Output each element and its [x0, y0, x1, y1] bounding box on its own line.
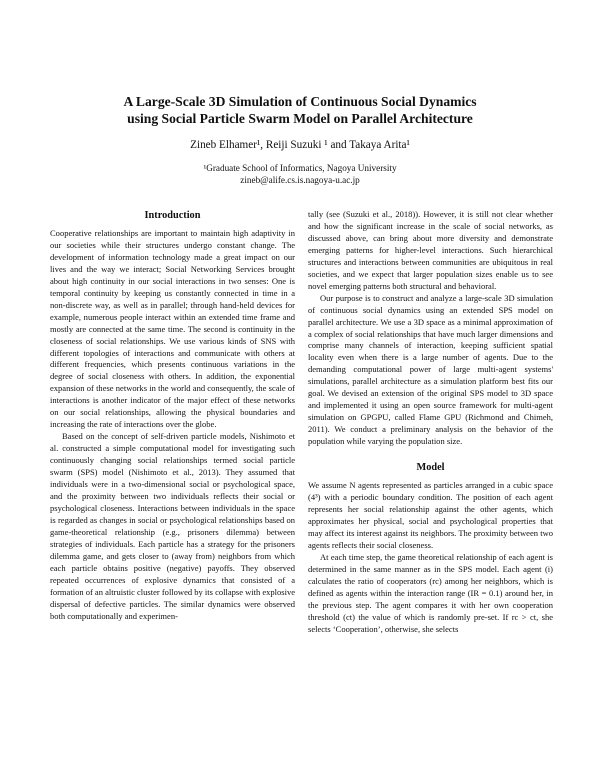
paper-title: [0, 93, 600, 127]
email: zineb@alife.cs.is.nagoya-u.ac.jp: [240, 175, 360, 185]
intro-paragraph-3: Our purpose is to construct and analyze a large-scale 3D simulation of continuous social dynamics using an extended SPS model on parallel architecture. We use a 3D space as a minimal approximation of a complex of social relationships that have much larger dimensions and comprise many channels of interaction, keeping sufficient spatial locality even when there is a large number of agents. Due to the demanding computational power of large multi-agent systems' simulations, parallel architecture as a simulation platform best fits our goal. We devised an extension of the original SPS model to 3D space and implemented it using an open source framework for multi-agent simulation on GPGPU, called Flame GPU (Richmond and Chimeh, 2011). We conduct a preliminary analysis on the behavior of the population while varying the population size.: [308, 292, 553, 447]
affiliation-block: [0, 162, 600, 186]
left-column: [50, 209, 295, 622]
intro-paragraph-continued: tally (see (Suzuki et al., 2018)). However, it is still not clear whether and how the significant increase in the scale of social networks, as discussed above, can bring about more diversity and demonstrate emerging patterns for higher-level interactions. Such hierarchical structures and interactions between communities are ubiquitous in real societies, and we expect that larger population sizes enable us to see novel emerging patterns both structural and behavioral.: [308, 209, 553, 291]
title-line-1: A Large-Scale 3D Simulation of Continuous Social Dynamics: [123, 94, 477, 109]
authors: Zineb Elhamer¹, Reiji Suzuki ¹ and Takaya Arita¹: [190, 139, 410, 151]
model-paragraph-1: We assume N agents represented as particles arranged in a cubic space (4³) with a periodic boundary condition. The position of each agent represents her social relationship against the other agents, which approximates her physical, social and psychological properties that may affect its interest against its neighbors. The proximity between two agents reflects their social closeness.: [308, 480, 553, 550]
intro-paragraph-1: Cooperative relationships are important to maintain high adaptivity in our societies while their structures undergo constant change. The development of information technology made a great impact on our lives and the way we interact; Social Networking Services brought about high continuity in our social interactions in two senses: One is temporal continuity by keeping us constantly connected in time in a non-discrete way, as well as in parallel; through hand-held devices for example, numerous people interact within an extended time frame and mostly are connected at the same time. The second is continuity in the closeness of social relationships. We use various kinds of SNS with different topologies of interactions and communicate with others at different frequencies, which presents continuous variations in the degree of social closeness with others. In addition, the exponential expansion of these networks in the world and consequently, the scale of interactions is another indicator of the major effect of these networks on our social relationships, allowing the physical boundaries and increasing the rate of interactions over the globe.: [50, 228, 295, 430]
section-heading-introduction: Introduction: [144, 210, 201, 221]
right-column: [308, 209, 553, 635]
section-heading-model: Model: [416, 462, 445, 474]
title-line-2: using Social Particle Swarm Model on Parallel Architecture: [127, 111, 473, 126]
affiliation: ¹Graduate School of Informatics, Nagoya University: [203, 163, 397, 173]
model-paragraph-2: At each time step, the game theoretical relationship of each agent is determined in the same manner as in the SPS model. Each agent (i) calculates the ratio of cooperators (rc) among her neighbors, which is defined as agents within the interaction range (IR = 0.1) around her, in the previous step. The agent compares it with her own cooperation threshold (ct) the value of which is randomly pre-set. If rc > ct, she selects ‘Cooperation’, otherwise, she selects: [308, 551, 553, 634]
intro-paragraph-2: Based on the concept of self-driven particle models, Nishimoto et al. constructed a simple computational model for investigating such continuously changing social relationships termed social particle swarm (SPS) model (Nishimoto et al., 2013). They assumed that individuals were in a two-dimensional social or psychological space, and the proximity between two individuals reflects their social or psychological closeness. Interactions between individuals in the space is regarded as changes in social or psychological relationships based on game-theoretical relationship (e.g., prisoners dilemma) between strategies of individuals. Each particle has a strategy for the prisoners dilemma game, and gets closer to (away from) neighbors from which each particle obtains positive (negative) payoffs. They observed repeated occurrences of explosive dynamics that consisted of a formation of an altruistic cluster followed by its collapse with explosive dispersal of defective particles. The similar dynamics were observed both computationally and experimen-: [50, 431, 296, 621]
